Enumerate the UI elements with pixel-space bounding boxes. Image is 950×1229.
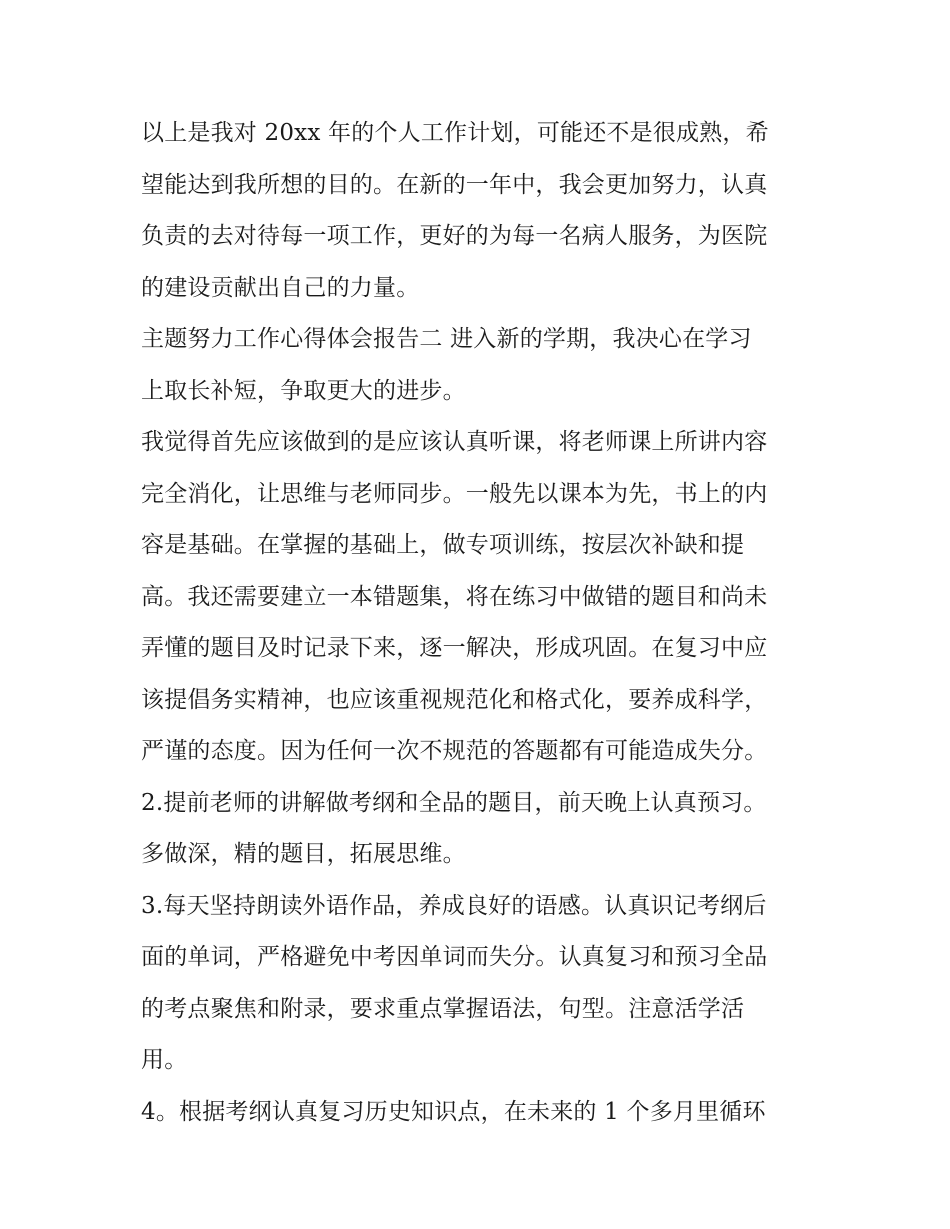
text-line: 望能达到我所想的目的。在新的一年中，我会更加努力，认真: [141, 171, 768, 198]
text-line: 的考点聚焦和附录，要求重点掌握语法，句型。注意活学活: [141, 995, 745, 1022]
text-line: 高。我还需要建立一本错题集，将在练习中做错的题目和尚未: [141, 583, 768, 610]
text-line: 用。: [141, 1047, 188, 1073]
text-line: 4。根据考纲认真复习历史知识点，在未来的 1 个多月里循环: [141, 1098, 766, 1125]
document-body: [141, 108, 813, 1138]
text-line: 以上是我对 20xx 年的个人工作计划，可能还不是很成熟，希: [141, 120, 769, 146]
text-line: 主题努力工作心得体会报告二 进入新的学期，我决心在学习: [141, 326, 752, 352]
text-line: 3.每天坚持朗读外语作品，养成良好的语感。认真识记考纲后: [141, 892, 767, 919]
text-line: 负责的去对待每一项工作，更好的为每一名病人服务，为医院: [141, 223, 768, 249]
text-line: 弄懂的题目及时记录下来，逐一解决，形成巩固。在复习中应: [141, 635, 768, 661]
text-line: 我觉得首先应该做到的是应该认真听课，将老师课上所讲内容: [141, 429, 768, 455]
text-line: 的建设贡献出自己的力量。: [141, 274, 420, 301]
text-line: 上取长补短，争取更大的进步。: [141, 377, 466, 404]
text-line: 容是基础。在掌握的基础上，做专项训练，按层次补缺和提: [141, 532, 745, 558]
text-line: 严谨的态度。因为任何一次不规范的答题都有可能造成失分。: [141, 738, 768, 764]
text-line: 多做深，精的题目，拓展思维。: [141, 841, 466, 867]
text-line: 完全消化，让思维与老师同步。一般先以课本为先，书上的内: [141, 480, 768, 507]
text-line: 该提倡务实精神，也应该重视规范化和格式化，要养成科学，: [141, 686, 768, 713]
text-line: 面的单词，严格避免中考因单词而失分。认真复习和预习全品: [141, 944, 768, 970]
text-line: 2.提前老师的讲解做考纲和全品的题目，前天晚上认真预习。: [141, 789, 767, 816]
